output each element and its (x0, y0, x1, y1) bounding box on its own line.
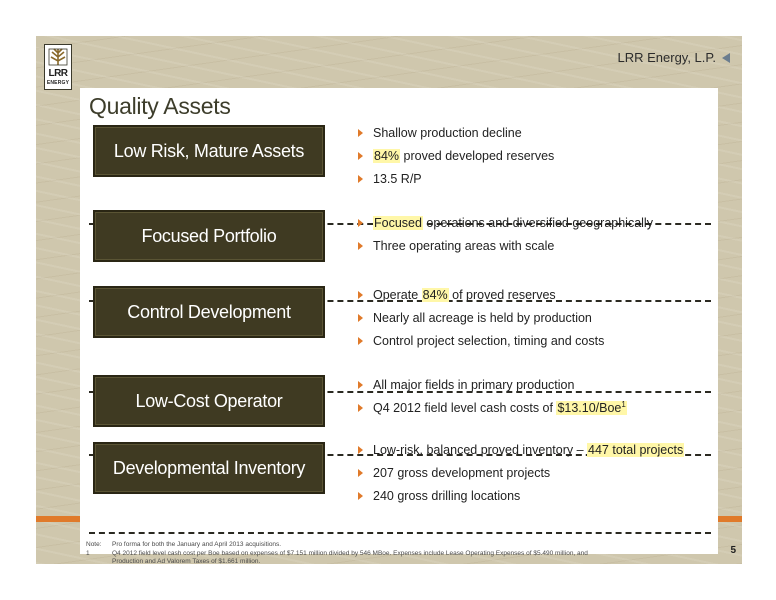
row-divider (89, 532, 711, 534)
bullet-arrow-icon (358, 446, 363, 454)
company-name: LRR Energy, L.P. (617, 50, 716, 65)
bullet-item: 13.5 R/P (358, 167, 554, 190)
company-header (617, 50, 730, 65)
bullet-arrow-icon (358, 242, 363, 250)
row-label-box: Control Development (93, 286, 325, 338)
bullet-arrow-icon (358, 129, 363, 137)
bullet-item: Shallow production decline (358, 121, 554, 144)
bullet-arrow-icon (358, 404, 363, 412)
bullet-list (358, 283, 604, 352)
bullet-list (358, 373, 627, 419)
logo-tree-icon (48, 48, 68, 66)
bullet-arrow-icon (358, 152, 363, 160)
bullet-arrow-icon (358, 291, 363, 299)
page-number: 5 (730, 545, 736, 556)
bullet-arrow-icon (358, 175, 363, 183)
row-label-box: Low-Cost Operator (93, 375, 325, 427)
footnotes (86, 541, 706, 564)
highlight-text: $13.10/Boe$^1$ (557, 399, 626, 415)
bullet-item: 207 gross development projects (358, 461, 684, 484)
bullet-arrow-icon (358, 381, 363, 389)
bullet-arrow-icon (358, 219, 363, 227)
note-line: Note: Pro forma for both the January and April 2013 acquisitions. (86, 541, 282, 548)
content-panel (80, 88, 718, 564)
footnote-line-continued: Production and Ad Valorem Taxes of $1.661 million. (112, 558, 261, 564)
bullet-arrow-icon (358, 469, 363, 477)
row-label-box: Developmental Inventory (93, 442, 325, 494)
bullet-item: 84% proved developed reserves (358, 144, 554, 167)
row-label-box: Focused Portfolio (93, 210, 325, 262)
bullet-item: Nearly all acreage is held by production (358, 306, 604, 329)
bullet-arrow-icon (358, 337, 363, 345)
slide-title: Quality Assets (89, 93, 231, 119)
bullet-list (358, 438, 684, 507)
highlight-text: 84% (422, 287, 448, 302)
bullet-item: Control project selection, timing and costs (358, 329, 604, 352)
row-label-box: Low Risk, Mature Assets (93, 125, 325, 177)
bullet-arrow-icon (358, 314, 363, 322)
logo-text: LRR (48, 68, 68, 79)
footnote-line: 1 Q4 2012 field level cash cost per Boe based on expenses of $7.151 million divided by 546 MBoe. Expenses include Lease Operating Expenses of $5.490 million, and (86, 549, 588, 557)
company-logo (44, 44, 72, 90)
footnote-ref: 1 (621, 399, 626, 409)
bullet-item: All major fields in primary production (358, 373, 627, 396)
slide-background (36, 36, 742, 564)
highlight-text: Focused (374, 215, 422, 230)
nav-back-triangle-icon[interactable] (722, 53, 730, 63)
bullet-list (358, 121, 554, 190)
bullet-item: Operate 84% of proved reserves (358, 283, 604, 306)
bullet-list (358, 211, 653, 257)
bullet-item: 240 gross drilling locations (358, 484, 684, 507)
logo-subtext: ENERGY (46, 80, 70, 86)
bullet-item: Focused operations and diversified geographically (358, 211, 653, 234)
bullet-arrow-icon (358, 492, 363, 500)
highlight-text: 447 total projects (588, 442, 684, 457)
highlight-text: 84% (374, 148, 400, 163)
bullet-item: Low-risk, balanced proved inventory – 447 total projects (358, 438, 684, 461)
bullet-item: Three operating areas with scale (358, 234, 653, 257)
bullet-item: Q4 2012 field level cash costs of $13.10/Boe$^1$ (358, 396, 627, 419)
